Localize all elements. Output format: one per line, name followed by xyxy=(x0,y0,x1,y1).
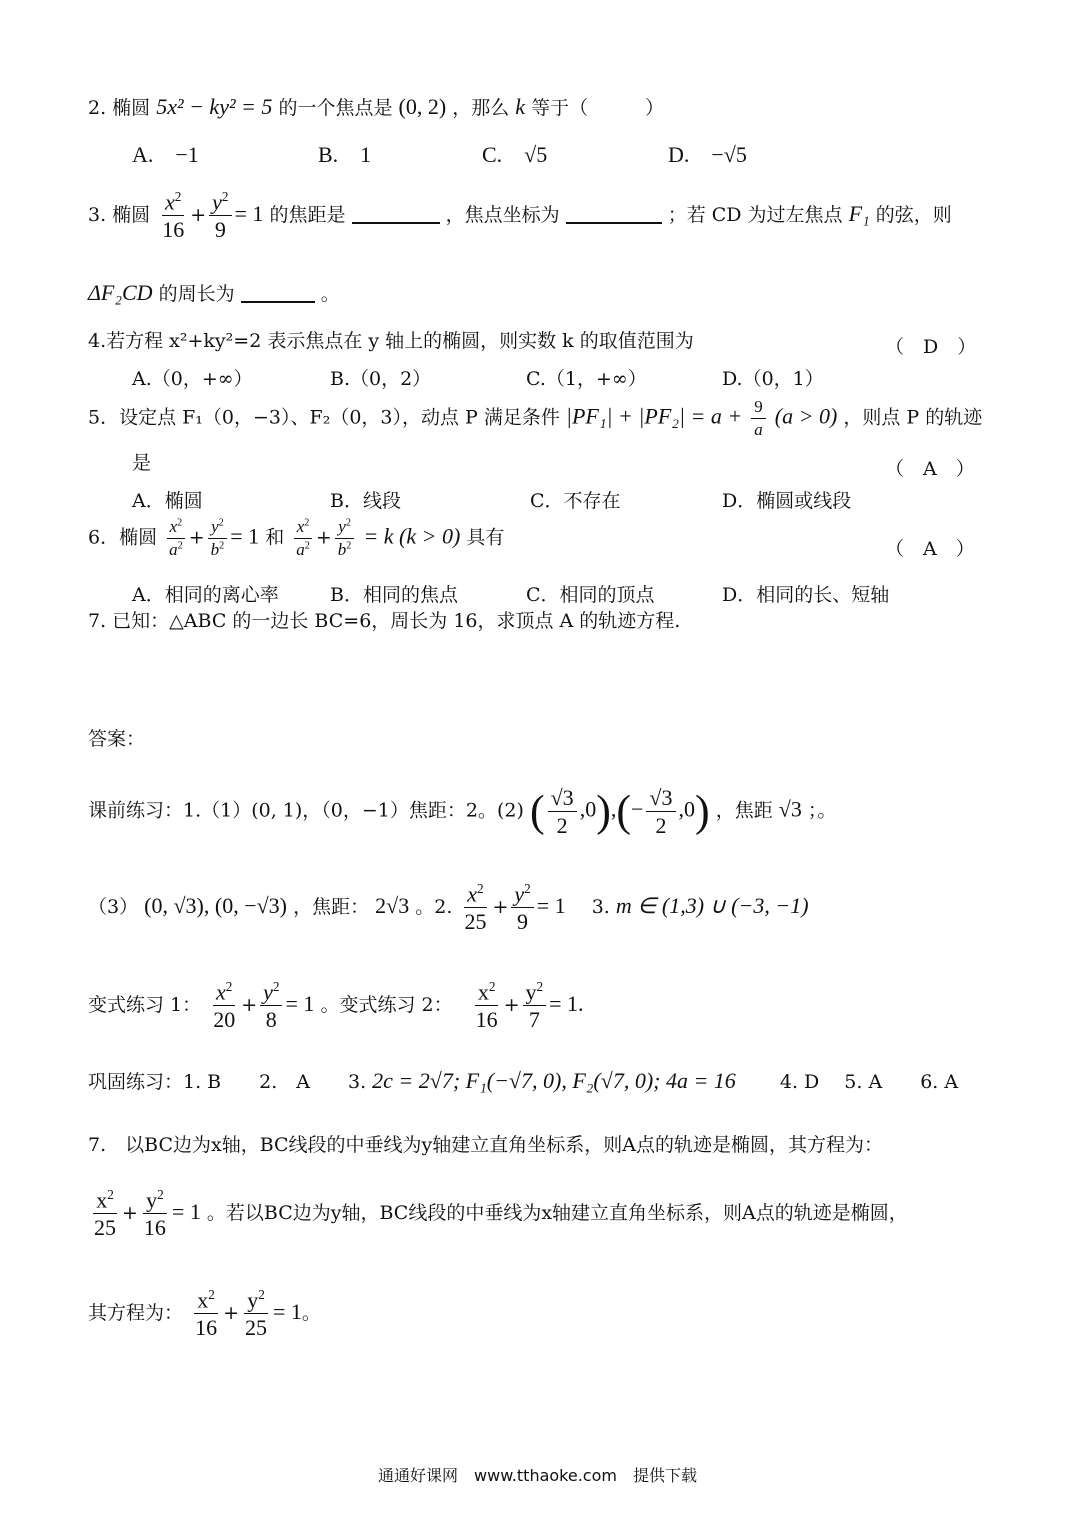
q6-option-b: B．相同的焦点 xyxy=(330,584,458,606)
q6-frac2: $\frac{y^2}{b^2}$ xyxy=(208,518,228,559)
q3-fraction-y: $\frac{y^2}{9}$ xyxy=(209,190,231,242)
q5-fraction: $\frac{9}{a}$ xyxy=(751,398,766,439)
q4-text: 4.若方程 x²+ky²=2 表示焦点在 y 轴上的椭圆，则实数 k 的取值范围为 xyxy=(88,330,694,352)
q6-line: 6．椭圆 $\frac{x^2}{a^2}$ + $\frac{y^2}{b^2}$ = 1 和 $\frac{x^2}{a^2}$ + $\frac{y^2}{b^2}$ = k (k > 0) 具有 xyxy=(88,517,505,559)
answers-line5: 7. 以BC边为x轴，BC线段的中垂线为y轴建立直角坐标系，则A点的轨迹是椭圆，其方程为： xyxy=(88,1134,884,1156)
q2-tail: ，那么 xyxy=(452,97,510,119)
q5-option-c: C．不存在 xyxy=(530,490,621,512)
answers-line6: $\frac{x^2}{25}$ + $\frac{y^2}{16}$ = 1 。若以BC边为y轴，BC线段的中垂线为x轴建立直角坐标系，则A点的轨迹是椭圆， xyxy=(88,1188,908,1240)
answers-l1-lead: 课前练习：1.（1）(0, 1)，（0，−1）焦距：2。(2) xyxy=(88,799,524,822)
answers-l1-frac2: $\frac{√3}{2}$ xyxy=(646,786,675,837)
answers-line4 xyxy=(88,1070,958,1092)
q4-line xyxy=(88,332,694,351)
q5-text: 5．设定点 F₁（0，−3）、F₂（0，3），动点 P 满足条件 xyxy=(88,406,560,429)
q3-mid3: ；若 CD 为过左焦点 xyxy=(667,203,843,226)
q2-lead: 2. 椭圆 xyxy=(88,97,151,119)
answers-l3-frac3: $\frac{x^2}{16}$ xyxy=(475,979,498,1033)
answers-l7-frac1: $\frac{x^2}{16}$ xyxy=(195,1287,218,1341)
q3-line2 xyxy=(88,282,340,304)
q6-option-d: D．相同的长、短轴 xyxy=(722,584,890,606)
q5-option-d: D．椭圆或线段 xyxy=(722,490,852,512)
q2-mid: 的一个焦点是 xyxy=(278,97,393,119)
q3-end: 。 xyxy=(320,283,340,305)
q4-option-d: D.（0，1） xyxy=(722,368,824,390)
q6-condition: = k (k > 0) xyxy=(363,523,461,549)
answers-l4-tail: 4. D 5. A 6. A xyxy=(741,1071,959,1093)
q6-frac1: $\frac{x^2}{a^2}$ xyxy=(166,518,186,559)
q3-blank-focal-distance[interactable] xyxy=(352,222,440,224)
q5-condition: |PF₁| + |PF₂| = a + xyxy=(565,403,743,429)
q3-lead: 3. 椭圆 xyxy=(88,203,151,226)
q5-answer: （ A ） xyxy=(885,458,975,480)
answers-l7-frac2: $\frac{y^2}{25}$ xyxy=(244,1287,267,1341)
answers-l6-frac1: $\frac{x^2}{25}$ xyxy=(94,1187,116,1241)
q4-option-b: B.（0，2） xyxy=(330,368,432,390)
q3-mid2: ，焦点坐标为 xyxy=(445,203,560,226)
answers-l2-lead: （3） xyxy=(88,895,139,918)
q4-option-a: A.（0，+∞） xyxy=(132,368,253,390)
answers-l3-lead: 变式练习 1： xyxy=(88,993,202,1016)
q7-line: 7. 已知：△ABC 的一边长 BC=6，周长为 16，求顶点 A 的轨迹方程. xyxy=(88,610,681,632)
answers-l3-frac1: $\frac{x^2}{20}$ xyxy=(213,979,236,1033)
answers-l4-lead: 巩固练习：1. B 2. A 3. xyxy=(88,1071,367,1093)
answers-l2-frac2: $\frac{y^2}{9}$ xyxy=(511,882,533,934)
q3-perimeter-label: 的周长为 xyxy=(158,283,235,305)
answers-l3-mid: 。变式练习 2： xyxy=(320,993,453,1016)
answers-l7-end: 。 xyxy=(301,1301,321,1324)
q2-option-d: D. −√5 xyxy=(668,142,747,167)
answers-line2: （3） (0, √3), (0, −√3) ，焦距： 2√3 。2. $\frac{x^2}{25}$ + $\frac{y^2}{9}$ = 1 3. m ∈ (1,3) ∪ (−3, −1) xyxy=(88,881,809,935)
answers-l2-points: (0, √3), (0, −√3) xyxy=(144,892,288,918)
answers-l1-end: ；。 xyxy=(807,799,837,822)
q3-mid1: 的焦距是 xyxy=(269,203,346,226)
answers-line7: 其方程为： $\frac{x^2}{16}$ + $\frac{y^2}{25}$ = 1。 xyxy=(88,1287,321,1341)
answers-l2-mid: ，焦距： xyxy=(293,895,370,918)
q6-lead: 6．椭圆 xyxy=(88,526,158,549)
q6-tail: 具有 xyxy=(466,526,505,549)
q4-option-c: C.（1，+∞） xyxy=(526,368,647,390)
footer: 通通好课网 www.tthaoke.com 提供下载 xyxy=(378,1466,697,1485)
q3-triangle: ΔF₂CD xyxy=(88,280,153,305)
answers-l4-equation: 2c = 2√7; F₁(−√7, 0), F₂(√7, 0); 4a = 16 xyxy=(372,1068,736,1093)
q6-frac3: $\frac{x^2}{a^2}$ xyxy=(293,518,313,559)
q5-line1 xyxy=(88,398,982,439)
q5-option-a: A．椭圆 xyxy=(132,490,203,512)
q6-answer: （ A ） xyxy=(885,538,975,560)
answers-l1-tail: ，焦距 xyxy=(715,799,773,822)
answers-l3-frac2: $\frac{y^2}{8}$ xyxy=(260,980,282,1032)
q5-option-b: B．线段 xyxy=(330,490,401,512)
answers-l2-q3-equation: m ∈ (1,3) ∪ (−3, −1) xyxy=(615,892,809,918)
q5-text2: ，则点 P 的轨迹 xyxy=(843,406,983,429)
answers-l2-value: 2√3 xyxy=(375,892,410,918)
q3-blank-perimeter[interactable] xyxy=(241,301,315,303)
q2-tail2: 等于（ ） xyxy=(531,97,665,119)
answers-l2-mid2: 。2. xyxy=(415,895,453,918)
q3-fraction-x: $\frac{x^2}{16}$ xyxy=(162,189,185,243)
q2-option-c: C. √5 xyxy=(482,142,548,167)
q2-equation: 5x² − ky² = 5 xyxy=(156,94,273,119)
answers-l6-frac2: $\frac{y^2}{16}$ xyxy=(143,1187,166,1241)
q6-and: 和 xyxy=(265,526,285,549)
answers-line3: 变式练习 1： $\frac{x^2}{20}$ + $\frac{y^2}{8}$ = 1 。变式练习 2： $\frac{x^2}{16}$ + $\frac{y^2}{7}$ = 1. xyxy=(88,979,584,1033)
q3-blank-focus-coords[interactable] xyxy=(566,222,662,224)
answers-heading: 答案： xyxy=(88,728,146,750)
q5-condition-tail: (a > 0) xyxy=(774,403,838,429)
q3-mid4: 的弦，则 xyxy=(875,203,952,226)
q2-option-a: A. −1 xyxy=(132,142,199,167)
q3-line1: 3. 椭圆 $\frac{x^2}{16}$ + $\frac{y^2}{9}$ = 1 的焦距是 ，焦点坐标为 ；若 CD 为过左焦点 F₁ 的弦，则 xyxy=(88,189,952,243)
answers-l2-frac1: $\frac{x^2}{25}$ xyxy=(464,881,487,935)
q6-frac4: $\frac{y^2}{b^2}$ xyxy=(335,518,355,559)
answers-line1: 课前练习：1.（1）(0, 1)，（0，−1）焦距：2。(2) ( $\frac{√3}{2}$ ,0),(− $\frac{√3}{2}$ ,0) ，焦距 √3 ；。 xyxy=(88,785,837,839)
q3-f1: F₁ xyxy=(848,200,870,226)
q4-answer: （ D ） xyxy=(885,336,977,358)
q2-option-b: B. 1 xyxy=(318,142,372,167)
q2-line xyxy=(88,96,664,118)
q6-option-c: C．相同的顶点 xyxy=(526,584,655,606)
q2-k: k xyxy=(515,94,526,119)
answers-l1-frac1: $\frac{√3}{2}$ xyxy=(548,786,577,837)
q2-point: (0, 2) xyxy=(398,94,447,119)
answers-l2-q3: 3. xyxy=(591,895,610,918)
answers-l6-tail: 。若以BC边为y轴，BC线段的中垂线为x轴建立直角坐标系，则A点的轨迹是椭圆， xyxy=(206,1201,908,1224)
answers-l3-frac4: $\frac{y^2}{7}$ xyxy=(523,980,547,1032)
answers-l7-lead: 其方程为： xyxy=(88,1301,184,1324)
q5-line2: 是 xyxy=(132,452,152,474)
q6-option-a: A．相同的离心率 xyxy=(132,584,279,606)
